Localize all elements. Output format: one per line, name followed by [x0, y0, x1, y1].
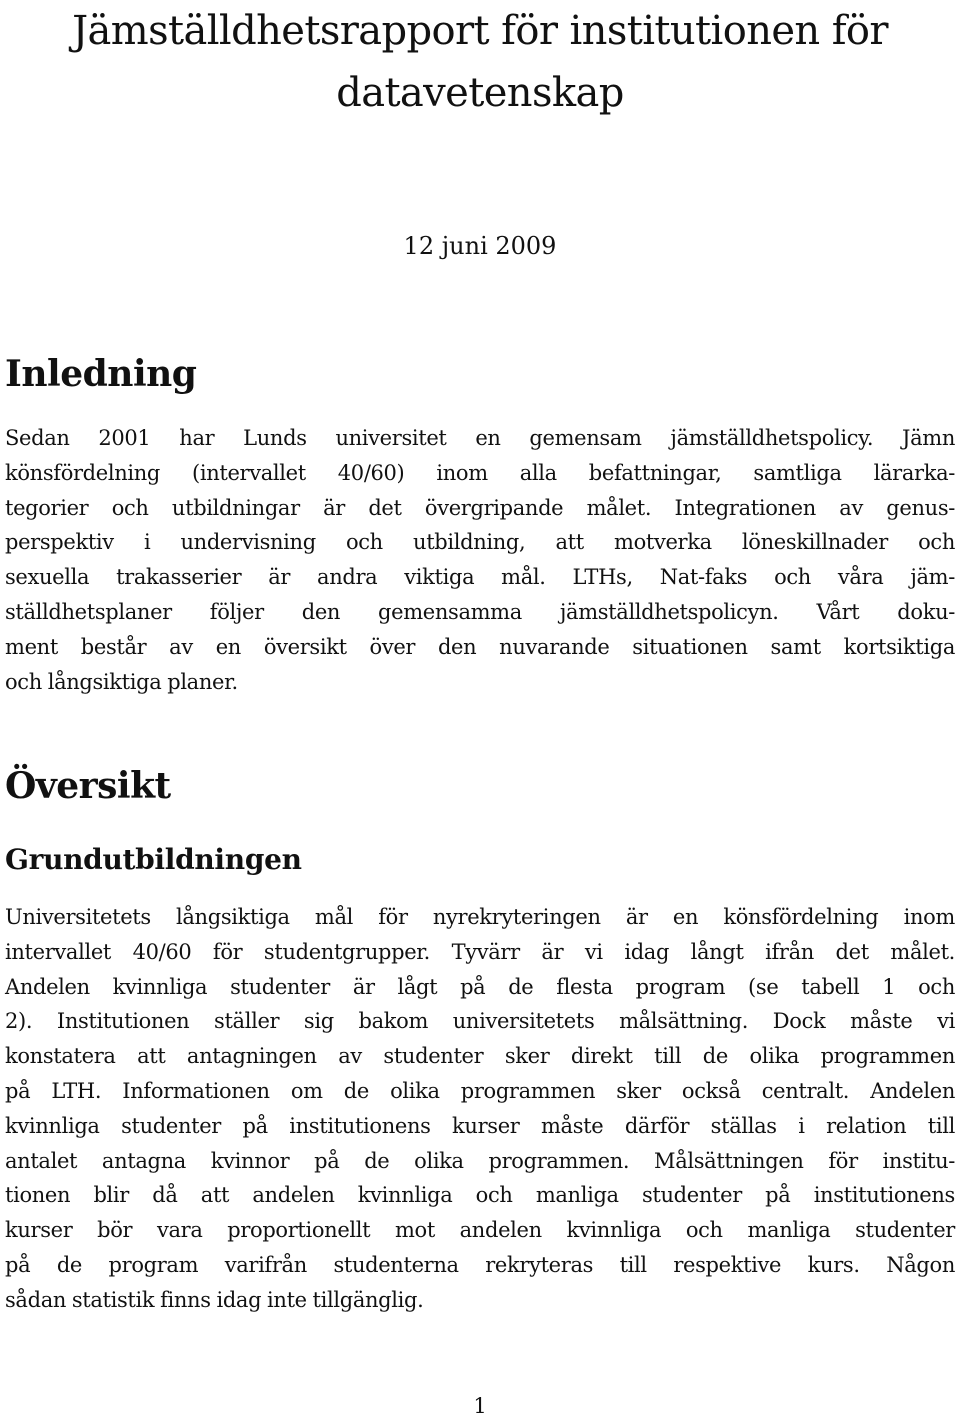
paragraph-grundutbildningen [5, 900, 955, 1318]
page-number: 1 [473, 1394, 487, 1418]
paragraph-line: sexuella trakasserier är andra viktiga mål. LTHs, Nat-faks och våra jäm- [5, 565, 955, 590]
paragraph-line: Andelen kvinnliga studenter är lågt på de flesta program (se tabell 1 och [5, 974, 955, 999]
section-heading-inledning: Inledning [5, 353, 197, 395]
paragraph-line: på LTH. Informationen om de olika programmen sker också centralt. Andelen [5, 1078, 955, 1103]
paragraph-line: och långsiktiga planer. [5, 669, 238, 694]
paragraph-line: antalet antagna kvinnor på de olika programmen. Målsättningen för institu- [5, 1148, 955, 1173]
subsection-heading-grundutbildningen: Grundutbildningen [5, 843, 302, 876]
paragraph-line: tegorier och utbildningar är det övergripande målet. Integrationen av genus- [5, 495, 955, 520]
document-title-line-2: datavetenskap [336, 70, 624, 116]
document-date: 12 juni 2009 [403, 232, 557, 260]
paragraph-line: Universitetets långsiktiga mål för nyrekryteringen är en könsfördelning inom [5, 905, 955, 929]
section-heading-oversikt: Översikt [5, 765, 171, 807]
paragraph-line: perspektiv i undervisning och utbildning, att motverka löneskillnader och [5, 530, 955, 555]
paragraph-line: kvinnliga studenter på institutionens kurser måste därför ställas i relation till [5, 1113, 955, 1138]
paragraph-line: på de program varifrån studenterna rekryteras till respektive kurs. Någon [5, 1252, 955, 1277]
paragraph-inledning [5, 421, 955, 699]
paragraph-line: intervallet 40/60 för studentgrupper. Tyvärr är vi idag långt ifrån det målet. [5, 939, 955, 964]
paragraph-line: 2). Institutionen ställer sig bakom universitetets målsättning. Dock måste vi [5, 1009, 955, 1034]
paragraph-line: kurser bör vara proportionellt mot andelen kvinnliga och manliga studenter [5, 1218, 955, 1243]
paragraph-line: Sedan 2001 har Lunds universitet en gemensam jämställdhetspolicy. Jämn [5, 426, 955, 450]
paragraph-line: sådan statistik finns idag inte tillgänglig. [5, 1287, 424, 1312]
paragraph-line: konstatera att antagningen av studenter sker direkt till de olika programmen [5, 1044, 955, 1069]
paragraph-line: tionen blir då att andelen kvinnliga och manliga studenter på institutionens [5, 1183, 955, 1208]
paragraph-line: ment består av en översikt över den nuvarande situationen samt kortsiktiga [5, 634, 955, 659]
paragraph-line: könsfördelning (intervallet 40/60) inom alla befattningar, samtliga lärarka- [5, 460, 955, 485]
document-title [0, 0, 960, 124]
paragraph-line: ställdhetsplaner följer den gemensamma jämställdhetspolicyn. Vårt doku- [5, 599, 955, 624]
document-title-line-1: Jämställdhetsrapport för institutionen för [72, 8, 888, 54]
